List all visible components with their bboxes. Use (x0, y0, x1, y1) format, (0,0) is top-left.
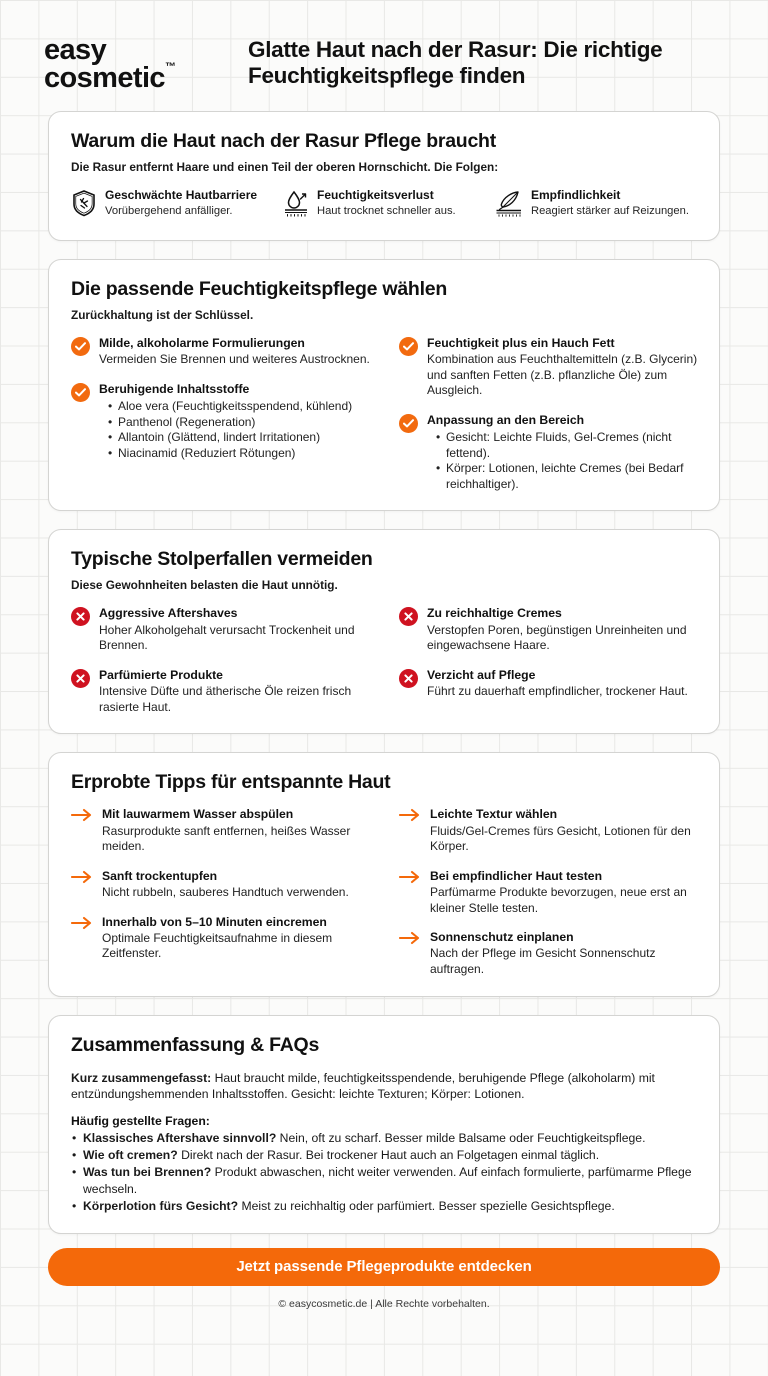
check-circle-icon (71, 336, 90, 356)
page-title: Glatte Haut nach der Rasur: Die richtige Feuchtigkeitspflege finden (248, 37, 663, 89)
faq-answer: Produkt abwaschen, nicht weiter verwenden. Auf einfach formulierte, parfümarme Pflege wechseln. (83, 1165, 692, 1196)
faq-answer: Direkt nach der Rasur. Bei trockener Haut auch an Folgetagen einmal täglich. (177, 1148, 600, 1163)
list-item (71, 915, 371, 962)
item-heading: Bei empfindlicher Haut testen (430, 868, 603, 883)
card-why-skincare (48, 111, 720, 241)
footer-copyright: © easycosmetic.de | Alle Rechte vorbehalten. (278, 1297, 490, 1310)
item-desc: Fluids/Gel-Cremes fürs Gesicht, Lotionen für den Körper. (430, 823, 691, 854)
list-item (399, 606, 699, 653)
card2-left-column (71, 336, 371, 493)
list-item (399, 336, 699, 399)
faq-item (71, 1198, 699, 1214)
item-heading: Parfümierte Produkte (99, 667, 223, 682)
card-choose-moisturizer (48, 259, 720, 512)
item-heading: Anpassung an den Bereich (427, 412, 585, 427)
summary-paragraph (71, 1070, 699, 1102)
faq-item (71, 1147, 699, 1163)
item-heading: Innerhalb von 5–10 Minuten eincremen (102, 914, 327, 929)
check-circle-icon (399, 413, 418, 433)
cta-discover-products-button[interactable]: Jetzt passende Pflegeprodukte entdecken (48, 1248, 720, 1286)
list-item (399, 930, 699, 977)
card-summary-faq (48, 1015, 720, 1234)
reason-item (495, 188, 699, 222)
item-desc: Intensive Düfte und ätherische Öle reizen frisch rasierte Haut. (99, 684, 352, 714)
arrow-right-icon (399, 930, 421, 945)
logo-line-2: cosmetic™ (44, 60, 176, 95)
list-item (71, 606, 371, 653)
arrow-right-icon (71, 807, 93, 822)
faq-question: Klassisches Aftershave sinnvoll? (83, 1130, 277, 1145)
item-heading: Feuchtigkeit plus ein Hauch Fett (427, 335, 615, 350)
cracked-shield-icon (71, 188, 97, 222)
card3-subtitle: Diese Gewohnheiten belasten die Haut unnötig. (71, 578, 338, 593)
page-header (0, 0, 768, 111)
arrow-right-icon (399, 807, 421, 822)
card2-subtitle: Zurückhaltung ist der Schlüssel. (71, 307, 254, 322)
item-heading: Mit lauwarmem Wasser abspülen (102, 807, 294, 822)
list-item (399, 869, 699, 916)
summary-text: Haut braucht milde, feuchtigkeitsspendende, beruhigende Pflege (alkoholarm) mit entzündungshemmenden Inhaltsstoffen. Gesicht: leichte Texturen; Körper: Lotionen. (71, 1070, 655, 1101)
card3-title: Typische Stolperfallen vermeiden (71, 548, 373, 571)
x-circle-icon (399, 606, 418, 626)
item-heading: Milde, alkoholarme Formulierungen (99, 335, 305, 350)
item-heading: Zu reichhaltige Cremes (427, 606, 562, 621)
reason-desc: Vorübergehend anfälliger. (105, 204, 233, 217)
item-desc: Hoher Alkoholgehalt verursacht Trockenheit und Brennen. (99, 622, 355, 653)
card4-title: Erprobte Tipps für entspannte Haut (71, 771, 391, 794)
brand-logo (44, 34, 224, 93)
faq-answer: Nein, oft zu scharf. Besser milde Balsame oder Feuchtigkeitspflege. (276, 1130, 646, 1145)
card4-right-column (399, 807, 699, 977)
faq-answer: Meist zu reichhaltig oder parfümiert. Besser spezielle Gesichtspflege. (238, 1198, 615, 1213)
sublist-item: • Aloe vera (Feuchtigkeitsspendend, kühlend) (108, 399, 371, 415)
logo-line-1: easy (44, 34, 107, 66)
item-desc: Nicht rubbeln, sauberes Handtuch verwenden. (102, 885, 349, 900)
faq-question: Wie oft cremen? (83, 1148, 178, 1163)
card4-left-column (71, 807, 371, 977)
item-heading: Verzicht auf Pflege (427, 667, 536, 682)
item-desc: Verstopfen Poren, begünstigen Unreinheiten und eingewachsene Haare. (427, 622, 687, 653)
faq-question: Körperlotion fürs Gesicht? (83, 1198, 239, 1213)
item-heading: Sanft trockentupfen (102, 868, 218, 883)
reason-desc: Reagiert stärker auf Reizungen. (531, 204, 689, 217)
list-item (71, 336, 371, 368)
reason-heading: Empfindlichkeit (531, 187, 621, 202)
reason-item (283, 188, 487, 222)
reason-heading: Geschwächte Hautbarriere (105, 187, 258, 202)
card3-right-column (399, 606, 699, 715)
item-desc: Führt zu dauerhaft empfindlicher, trockener Haut. (427, 684, 688, 699)
item-desc: Nach der Pflege im Gesicht Sonnenschutz auftragen. (430, 946, 656, 977)
item-desc: Kombination aus Feuchthaltemitteln (z.B. Glycerin) und sanften Fetten (z.B. pflanzliche Öle) zum Ausgleich. (427, 352, 698, 398)
feather-sensitive-skin-icon (495, 188, 523, 222)
x-circle-icon (399, 668, 418, 688)
item-sublist (99, 399, 371, 461)
trademark-symbol: ™ (164, 60, 176, 73)
arrow-right-icon (71, 915, 93, 930)
card5-title: Zusammenfassung & FAQs (71, 1033, 320, 1056)
sublist-item: • Niacinamid (Reduziert Rötungen) (108, 446, 371, 462)
card-pitfalls (48, 529, 720, 734)
sublist-item: • Allantoin (Glättend, lindert Irritationen) (108, 430, 371, 446)
water-drop-evaporation-icon (283, 188, 309, 222)
item-heading: Sonnenschutz einplanen (430, 930, 574, 945)
summary-label: Kurz zusammengefasst: (71, 1070, 212, 1085)
list-item (399, 807, 699, 854)
item-sublist (427, 430, 699, 492)
x-circle-icon (71, 606, 90, 626)
card1-reason-list (71, 188, 699, 222)
sublist-item: • Panthenol (Regeneration) (108, 415, 371, 431)
list-item (399, 413, 699, 493)
card2-right-column (399, 336, 699, 493)
faq-question: Was tun bei Brennen? (83, 1165, 212, 1180)
card2-title: Die passende Feuchtigkeitspflege wählen (71, 277, 448, 300)
check-circle-icon (399, 336, 418, 356)
card1-title: Warum die Haut nach der Rasur Pflege braucht (71, 129, 496, 152)
reason-heading: Feuchtigkeitsverlust (317, 187, 434, 202)
list-item (71, 668, 371, 715)
list-item (399, 668, 699, 700)
item-heading: Beruhigende Inhaltsstoffe (99, 381, 250, 396)
item-desc: Vermeiden Sie Brennen und weiteres Austrocknen. (99, 352, 370, 367)
faq-item (71, 1164, 699, 1196)
item-desc: Rasurprodukte sanft entfernen, heißes Wasser meiden. (102, 823, 351, 854)
item-heading: Leichte Textur wählen (430, 807, 558, 822)
arrow-right-icon (71, 869, 93, 884)
arrow-right-icon (399, 869, 421, 884)
list-item (71, 382, 371, 462)
item-desc: Parfümarme Produkte bevorzugen, neue erst an kleiner Stelle testen. (430, 885, 687, 915)
x-circle-icon (71, 668, 90, 688)
item-desc: Optimale Feuchtigkeitsaufnahme in diesem Zeitfenster. (102, 930, 333, 961)
reason-item (71, 188, 275, 222)
sublist-item: • Gesicht: Leichte Fluids, Gel-Cremes (nicht fettend). (436, 430, 699, 461)
check-circle-icon (71, 382, 90, 402)
faq-list (71, 1130, 699, 1214)
list-item (71, 807, 371, 854)
list-item (71, 869, 371, 901)
faq-heading: Häufig gestellte Fragen: (71, 1113, 210, 1128)
reason-desc: Haut trocknet schneller aus. (317, 204, 456, 217)
sublist-item: • Körper: Lotionen, leichte Cremes (bei Bedarf reichhaltiger). (436, 461, 699, 492)
card1-subtitle: Die Rasur entfernt Haare und einen Teil der oberen Hornschicht. Die Folgen: (71, 159, 499, 174)
item-heading: Aggressive Aftershaves (99, 606, 238, 621)
faq-item (71, 1130, 699, 1146)
card-tips (48, 752, 720, 996)
card3-left-column (71, 606, 371, 715)
